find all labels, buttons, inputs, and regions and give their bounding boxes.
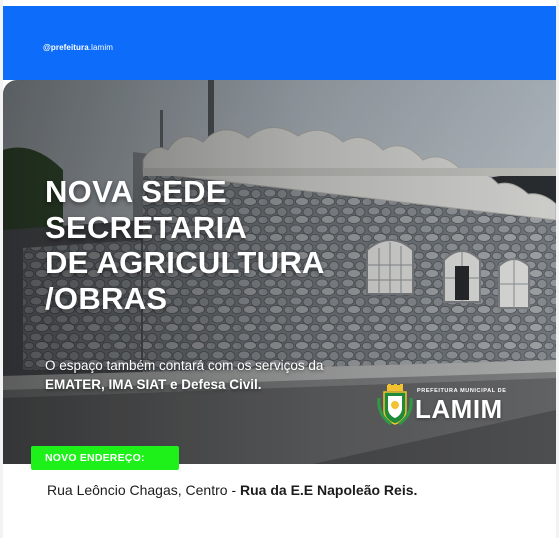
handle-bold: @prefeitura bbox=[43, 43, 89, 52]
logo-name: LAMIM bbox=[415, 394, 503, 424]
social-post-card bbox=[3, 6, 556, 538]
headline-line-2: SECRETARIA bbox=[45, 209, 248, 245]
header-band bbox=[3, 6, 556, 80]
social-handle bbox=[43, 43, 113, 52]
address-line bbox=[47, 482, 417, 498]
headline bbox=[45, 174, 325, 316]
handle-rest: .lamim bbox=[88, 43, 113, 52]
prefeitura-logo bbox=[377, 384, 527, 426]
headline-line-1: NOVA SEDE bbox=[45, 174, 227, 209]
description-text bbox=[45, 356, 325, 394]
address-street: Rua Leôncio Chagas, Centro - bbox=[47, 482, 240, 498]
description-highlight: EMATER, IMA SIAT e Defesa Civil. bbox=[45, 377, 262, 392]
description-part-1: O espaço também contará com os serviços da bbox=[45, 358, 324, 373]
logo-kicker: PREFEITURA MUNICIPAL DE bbox=[417, 388, 507, 394]
address-reference: Rua da E.E Napoleão Reis. bbox=[240, 482, 418, 498]
city-crest-icon bbox=[377, 384, 413, 426]
headline-line-4: /OBRAS bbox=[45, 280, 168, 316]
new-address-badge: NOVO ENDEREÇO: bbox=[31, 446, 179, 470]
headline-line-3: DE AGRICULTURA bbox=[45, 245, 325, 280]
